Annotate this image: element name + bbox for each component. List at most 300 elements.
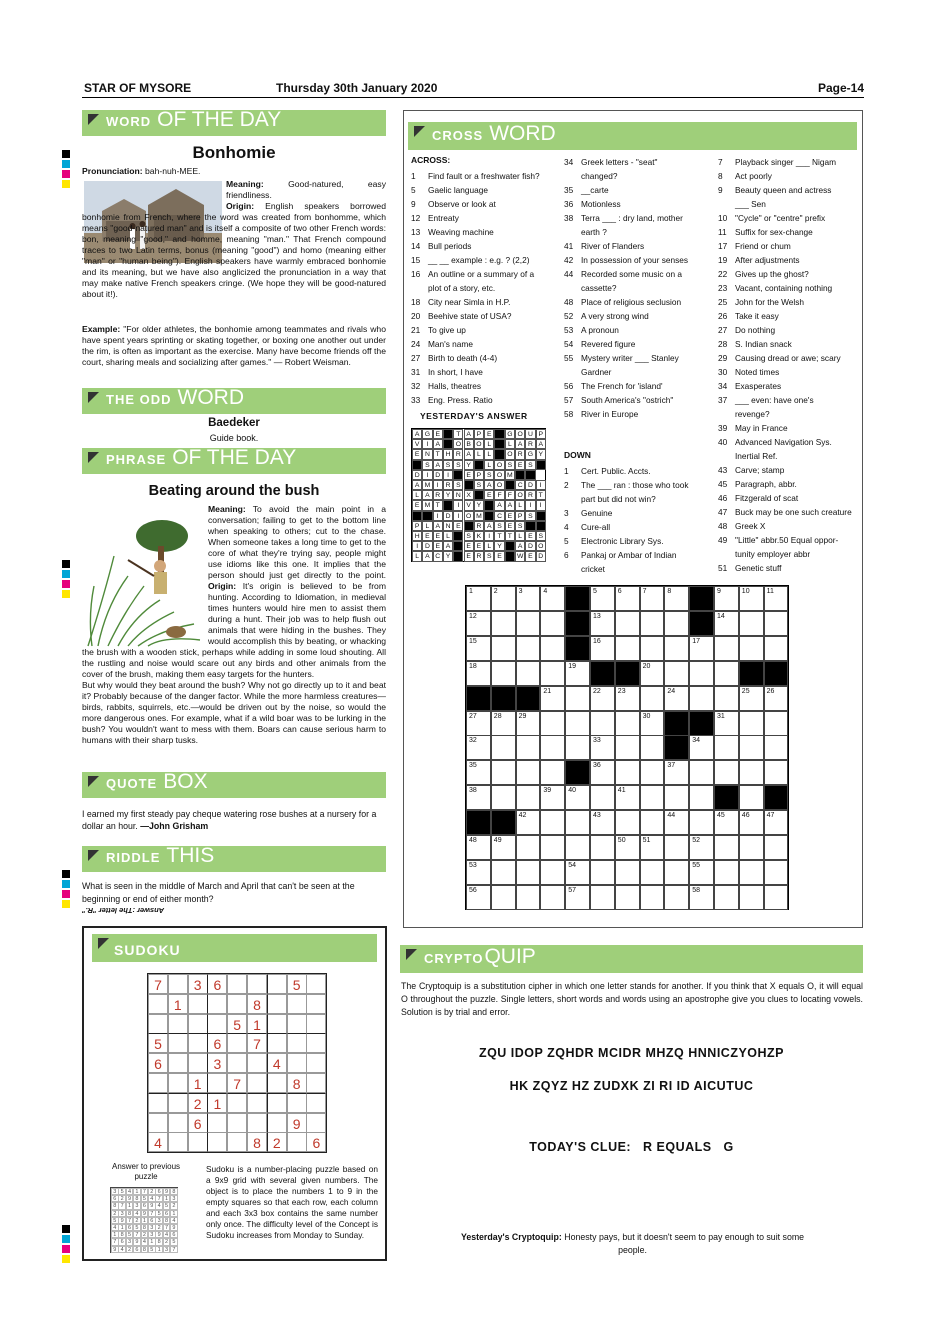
crossword-cell[interactable] (615, 860, 640, 885)
crossword-cell[interactable] (714, 860, 739, 885)
sudoku-cell[interactable] (267, 974, 287, 994)
crossword-cell[interactable] (714, 760, 739, 785)
crossword-cell[interactable] (640, 611, 665, 636)
crossword-cell[interactable] (664, 661, 689, 686)
answer-cell: I (412, 541, 422, 551)
sudoku-cell[interactable] (227, 994, 247, 1014)
crossword-cell[interactable]: 56 (466, 885, 491, 910)
crossword-cell[interactable]: 40 (565, 785, 590, 810)
sudoku-cell[interactable] (168, 1093, 188, 1113)
crossword-cell[interactable] (739, 611, 764, 636)
crossword-cell[interactable] (590, 885, 615, 910)
crossword-cell[interactable] (764, 860, 789, 885)
crossword-cell[interactable]: 5 (590, 586, 615, 611)
clue-item (564, 169, 617, 183)
crossword-cell[interactable]: 2 (491, 586, 516, 611)
sudoku-answer-cell: 5 (126, 1231, 134, 1238)
crossword-cell[interactable] (491, 735, 516, 760)
sudoku-cell[interactable] (306, 1033, 326, 1053)
crossword-cell[interactable]: 46 (739, 810, 764, 835)
crossword-cell[interactable] (640, 636, 665, 661)
crossword-cell[interactable] (516, 885, 541, 910)
crossword-cell[interactable]: 19 (565, 661, 590, 686)
crossword-cell[interactable] (516, 835, 541, 860)
crossword-cell[interactable]: 4 (540, 586, 565, 611)
crossword-cell[interactable]: 7 (640, 586, 665, 611)
crossword-cell (466, 810, 491, 835)
crossword-cell[interactable] (689, 810, 714, 835)
crossword-cell[interactable]: 18 (466, 661, 491, 686)
sudoku-cell[interactable] (227, 1113, 247, 1133)
band-label: CRYPTO (424, 951, 484, 966)
crossword-cell[interactable] (491, 636, 516, 661)
crossword-cell[interactable] (714, 636, 739, 661)
crossword-cell[interactable] (565, 711, 590, 736)
crossword-cell[interactable] (540, 760, 565, 785)
clue-number: 45 (718, 479, 728, 489)
crossword-cell[interactable] (739, 636, 764, 661)
crossword-cell[interactable]: 54 (565, 860, 590, 885)
answer-cell (536, 521, 546, 531)
clue-item (411, 337, 473, 351)
band-title: WORD (177, 388, 244, 409)
sudoku-cell[interactable] (168, 1014, 188, 1034)
crossword-cell[interactable] (491, 661, 516, 686)
crossword-cell[interactable] (590, 835, 615, 860)
sudoku-cell[interactable] (306, 1053, 326, 1073)
crossword-cell[interactable] (565, 686, 590, 711)
crossword-cell[interactable] (516, 661, 541, 686)
registration-mark (62, 1255, 70, 1263)
sudoku-cell[interactable] (287, 1053, 307, 1073)
sudoku-cell[interactable] (306, 974, 326, 994)
sudoku-answer-cell: 4 (126, 1188, 134, 1195)
sudoku-cell[interactable] (267, 1014, 287, 1034)
crossword-cell[interactable] (739, 885, 764, 910)
yesterday-label: Yesterday's Cryptoquip: (460, 1232, 562, 1242)
clue-number: 23 (718, 283, 728, 293)
sudoku-cell[interactable] (148, 1113, 168, 1133)
crossword-cell[interactable]: 32 (466, 735, 491, 760)
clue-number: 56 (564, 381, 574, 391)
sudoku-cell[interactable] (148, 994, 168, 1014)
crossword-cell[interactable]: 30 (640, 711, 665, 736)
crossword-cell[interactable] (764, 711, 789, 736)
sudoku-answer-label: Answer to previous puzzle (111, 1162, 181, 1181)
crossword-cell[interactable]: 33 (590, 735, 615, 760)
crossword-cell[interactable] (516, 636, 541, 661)
crossword-cell[interactable] (739, 785, 764, 810)
sudoku-cell[interactable] (267, 994, 287, 1014)
clue-text: Greek letters - "seat" (581, 157, 658, 167)
clue-item (718, 393, 814, 407)
crossword-cell[interactable] (516, 611, 541, 636)
crossword-cell[interactable] (739, 735, 764, 760)
crossword-cell[interactable]: 48 (466, 835, 491, 860)
crossword-cell[interactable] (739, 835, 764, 860)
clue-text: Do nothing (735, 325, 776, 335)
sudoku-cell[interactable] (188, 1132, 208, 1152)
crossword-cell[interactable] (640, 885, 665, 910)
crossword-cell[interactable] (491, 785, 516, 810)
crossword-cell[interactable]: 35 (466, 760, 491, 785)
crossword-cell[interactable]: 23 (615, 686, 640, 711)
clue-number: 47 (718, 507, 728, 517)
crossword-cell[interactable] (516, 735, 541, 760)
clue-item (718, 435, 832, 449)
sudoku-cell[interactable] (168, 1113, 188, 1133)
down-title: DOWN (564, 450, 591, 460)
crossword-cell[interactable]: 25 (739, 686, 764, 711)
crossword-cell (764, 661, 789, 686)
sudoku-cell[interactable] (207, 1073, 227, 1093)
crossword-cell (590, 661, 615, 686)
crossword-cell[interactable] (640, 860, 665, 885)
crossword-cell[interactable] (664, 611, 689, 636)
crossword-cell[interactable] (491, 885, 516, 910)
crossword-cell[interactable]: 17 (689, 636, 714, 661)
crossword-cell[interactable]: 26 (764, 686, 789, 711)
sudoku-cell[interactable] (247, 1093, 267, 1113)
answer-cell: A (433, 521, 443, 531)
clue-number: 5 (411, 185, 416, 195)
sudoku-answer-cell: 4 (148, 1195, 156, 1202)
clue-number: 6 (564, 550, 569, 560)
crossword-cell (565, 611, 590, 636)
sudoku-cell[interactable] (267, 1113, 287, 1133)
clue-text: revenge? (735, 409, 770, 419)
crossword-cell[interactable]: 42 (516, 810, 541, 835)
sudoku-answer-cell: 6 (163, 1210, 171, 1217)
sudoku-cell[interactable] (148, 1014, 168, 1034)
crossword-cell[interactable] (565, 810, 590, 835)
sudoku-cell[interactable] (247, 1113, 267, 1133)
crossword-cell[interactable] (615, 885, 640, 910)
crossword-cell[interactable]: 3 (516, 586, 541, 611)
clue-number: 34 (718, 381, 728, 391)
clue-text: Find fault or a freshwater fish? (428, 171, 540, 181)
crossword-cell[interactable] (714, 735, 739, 760)
crossword-cell[interactable] (739, 711, 764, 736)
answer-cell: O (464, 511, 474, 521)
crossword-cell[interactable] (714, 661, 739, 686)
crossword-cell[interactable]: 49 (491, 835, 516, 860)
answer-cell: I (484, 531, 494, 541)
sudoku-cell[interactable] (306, 1014, 326, 1034)
crossword-cell[interactable]: 16 (590, 636, 615, 661)
sudoku-cell[interactable] (287, 1033, 307, 1053)
crossword-cell[interactable] (664, 860, 689, 885)
sudoku-cell: 3 (207, 1053, 227, 1073)
crossword-cell[interactable]: 37 (664, 760, 689, 785)
clue-number: 37 (718, 395, 728, 405)
sudoku-cell[interactable] (267, 1093, 287, 1113)
crossword-cell[interactable] (540, 860, 565, 885)
registration-mark (62, 590, 70, 598)
crossword-cell[interactable]: 51 (640, 835, 665, 860)
crossword-cell[interactable]: 14 (714, 611, 739, 636)
crossword-cell[interactable] (664, 785, 689, 810)
crossword-cell[interactable]: 6 (615, 586, 640, 611)
crossword-cell[interactable]: 1 (466, 586, 491, 611)
crossword-cell[interactable] (739, 860, 764, 885)
crossword-cell[interactable] (491, 611, 516, 636)
issue-date: Thursday 30th January 2020 (276, 81, 438, 95)
sudoku-cell[interactable] (247, 974, 267, 994)
crossword-cell[interactable]: 53 (466, 860, 491, 885)
crossword-cell[interactable] (714, 686, 739, 711)
quote-text (82, 808, 386, 832)
crossword-cell[interactable] (689, 686, 714, 711)
answer-cell: I (453, 500, 463, 510)
crossword-cell[interactable] (540, 711, 565, 736)
crossword-cell[interactable] (664, 835, 689, 860)
crossword-cell[interactable]: 24 (664, 686, 689, 711)
answer-cell (412, 460, 422, 470)
crossword-cell[interactable] (615, 735, 640, 760)
crossword-cell[interactable]: 20 (640, 661, 665, 686)
clue-number: 43 (718, 465, 728, 475)
crossword-cell[interactable]: 9 (714, 586, 739, 611)
crossword-cell[interactable] (516, 785, 541, 810)
crossword-cell[interactable]: 38 (466, 785, 491, 810)
sudoku-cell[interactable] (168, 1073, 188, 1093)
sudoku-cell[interactable] (247, 1053, 267, 1073)
sudoku-cell[interactable] (287, 994, 307, 1014)
crossword-cell[interactable] (565, 735, 590, 760)
crossword-cell[interactable]: 22 (590, 686, 615, 711)
crossword-cell[interactable] (615, 810, 640, 835)
clue-text: Playback singer ___ Nigam (735, 157, 836, 167)
crossword-cell[interactable]: 50 (615, 835, 640, 860)
clue-item (718, 281, 832, 295)
crossword-cell[interactable] (615, 636, 640, 661)
crossword-cell[interactable] (615, 711, 640, 736)
clue-item (411, 365, 483, 379)
sudoku-cell[interactable] (188, 1033, 208, 1053)
clue-item (718, 463, 784, 477)
crossword-cell[interactable]: 27 (466, 711, 491, 736)
clue-item (718, 561, 781, 575)
answer-cell: E (525, 551, 535, 561)
riddle-question: What is seen in the middle of March and April that can't be seen at the beginning or end of either month? (82, 881, 355, 904)
sudoku-cell[interactable] (227, 974, 247, 994)
crossword-cell[interactable]: 10 (739, 586, 764, 611)
answer-cell: S (515, 521, 525, 531)
sudoku-cell[interactable] (188, 994, 208, 1014)
sudoku-cell[interactable] (168, 1053, 188, 1073)
sudoku-cell: 1 (207, 1093, 227, 1113)
crossword-cell[interactable] (739, 760, 764, 785)
crossword-cell[interactable] (540, 661, 565, 686)
crossword-cell[interactable]: 15 (466, 636, 491, 661)
crossword-cell[interactable] (714, 835, 739, 860)
clue-item (718, 519, 765, 533)
crossword-cell[interactable]: 47 (764, 810, 789, 835)
answer-cell: E (433, 531, 443, 541)
crossword-cell[interactable] (491, 860, 516, 885)
crossword-cell[interactable] (590, 860, 615, 885)
crossword-cell[interactable]: 31 (714, 711, 739, 736)
band-title: OF THE DAY (172, 448, 297, 469)
sudoku-cell[interactable] (267, 1073, 287, 1093)
crossword-cell[interactable] (540, 735, 565, 760)
clue-number: 17 (718, 241, 728, 251)
sudoku-cell[interactable] (168, 1033, 188, 1053)
crossword-cell[interactable]: 45 (714, 810, 739, 835)
crossword-cell (491, 810, 516, 835)
crossword-cell[interactable] (565, 835, 590, 860)
crossword-cell[interactable] (516, 860, 541, 885)
sudoku-cell[interactable] (306, 1093, 326, 1113)
sudoku-cell[interactable] (287, 1132, 307, 1152)
clue-number: 24 (411, 339, 421, 349)
sudoku-answer-cell: 4 (163, 1231, 171, 1238)
crossword-cell[interactable] (689, 785, 714, 810)
sudoku-cell[interactable] (188, 1014, 208, 1034)
sudoku-cell[interactable] (227, 1033, 247, 1053)
clue-item (718, 225, 813, 239)
crossword-cell[interactable] (764, 636, 789, 661)
sudoku-cell[interactable] (227, 1053, 247, 1073)
crossword-cell[interactable] (540, 885, 565, 910)
crossword-cell[interactable] (764, 885, 789, 910)
crossword-cell[interactable]: 21 (540, 686, 565, 711)
answer-cell: I (536, 480, 546, 490)
answer-cell (453, 531, 463, 541)
sudoku-cell: 8 (287, 1073, 307, 1093)
crossword-cell[interactable] (540, 810, 565, 835)
sudoku-cell[interactable] (227, 1093, 247, 1113)
clue-text: ___ Sen (735, 199, 766, 209)
crossword-cell[interactable]: 12 (466, 611, 491, 636)
crossword-cell[interactable]: 43 (590, 810, 615, 835)
clue-item (411, 225, 494, 239)
sudoku-cell[interactable] (168, 974, 188, 994)
phrase-band (82, 448, 386, 474)
clue-text: Noted times (735, 367, 780, 377)
crossword-cell[interactable] (615, 760, 640, 785)
crossword-cell[interactable] (714, 885, 739, 910)
sudoku-cell[interactable] (227, 1132, 247, 1152)
crossword-cell[interactable]: 58 (689, 885, 714, 910)
sudoku-cell[interactable] (306, 1113, 326, 1133)
sudoku-cell[interactable] (306, 1073, 326, 1093)
clue-number: 11 (718, 227, 727, 237)
sudoku-answer-cell: 9 (133, 1238, 141, 1245)
crossword-cell[interactable] (764, 611, 789, 636)
sudoku-cell[interactable] (207, 1014, 227, 1034)
crossword-cell[interactable] (640, 785, 665, 810)
sudoku-cell[interactable] (188, 1053, 208, 1073)
sudoku-cell[interactable] (207, 994, 227, 1014)
sudoku-cell: 2 (188, 1093, 208, 1113)
crossword-cell[interactable] (689, 760, 714, 785)
crossword-cell[interactable] (590, 711, 615, 736)
crossword-cell[interactable] (640, 810, 665, 835)
crossword-cell[interactable]: 52 (689, 835, 714, 860)
clue-number: 36 (564, 199, 574, 209)
crossword-cell[interactable]: 41 (615, 785, 640, 810)
crossword-cell[interactable]: 55 (689, 860, 714, 885)
band-label: SUDOKU (114, 942, 181, 958)
crossword-cell[interactable]: 34 (689, 735, 714, 760)
crossword-cell[interactable] (764, 835, 789, 860)
answer-cell: K (474, 531, 484, 541)
crossword-cell[interactable] (590, 785, 615, 810)
answer-cell (453, 470, 463, 480)
band-corner (88, 114, 99, 125)
crossword-cell[interactable]: 11 (764, 586, 789, 611)
answer-cell: Y (443, 490, 453, 500)
clue-number: 22 (718, 269, 728, 279)
crossword-cell[interactable] (640, 686, 665, 711)
crossword-cell[interactable] (664, 885, 689, 910)
sudoku-answer-cell: 4 (170, 1217, 178, 1224)
sudoku-answer-cell: 8 (111, 1202, 119, 1209)
crossword-cell[interactable]: 44 (664, 810, 689, 835)
crossword-cell[interactable] (516, 760, 541, 785)
crossword-cell[interactable] (540, 636, 565, 661)
crossword-cell[interactable] (540, 611, 565, 636)
sudoku-cell[interactable] (168, 1132, 188, 1152)
sudoku-cell[interactable] (306, 994, 326, 1014)
answer-cell: L (515, 531, 525, 541)
answer-cell: S (525, 460, 535, 470)
crossword-cell[interactable] (764, 760, 789, 785)
answer-cell: E (464, 541, 474, 551)
crossword-cell[interactable] (689, 661, 714, 686)
crossword-cell[interactable]: 29 (516, 711, 541, 736)
sudoku-cell[interactable] (207, 1132, 227, 1152)
crossword-cell[interactable] (640, 760, 665, 785)
sudoku-answer-cell: 3 (148, 1224, 156, 1231)
crossword-cell[interactable] (491, 760, 516, 785)
answer-cell: D (412, 470, 422, 480)
origin-label: Origin: (208, 581, 237, 591)
sudoku-cell[interactable] (207, 1113, 227, 1133)
answer-cell: L (443, 531, 453, 541)
crossword-cell[interactable]: 13 (590, 611, 615, 636)
clue-text: Gaelic language (428, 185, 488, 195)
sudoku-answer-cell: 1 (118, 1224, 126, 1231)
crossword-cell[interactable] (615, 611, 640, 636)
answer-cell (484, 500, 494, 510)
crossword-cell[interactable]: 8 (664, 586, 689, 611)
cryptoquip-line-1: ZQU IDOP ZQHDR MCIDR MHZQ HNNICZYOHZP (478, 1046, 785, 1060)
answer-cell: L (422, 521, 432, 531)
sudoku-cell[interactable] (287, 1014, 307, 1034)
clue-item (411, 197, 496, 211)
crossword-cell[interactable]: 36 (590, 760, 615, 785)
crossword-cell[interactable]: 28 (491, 711, 516, 736)
sudoku-cell[interactable] (148, 1093, 168, 1113)
answer-cell (494, 429, 504, 439)
crossword-cell[interactable] (540, 835, 565, 860)
clue-item (411, 267, 534, 281)
crossword-cell[interactable]: 57 (565, 885, 590, 910)
sudoku-answer-cell: 9 (126, 1195, 134, 1202)
crossword-cell[interactable] (664, 636, 689, 661)
sudoku-cell[interactable] (287, 1093, 307, 1113)
sudoku-cell[interactable] (148, 1073, 168, 1093)
answer-cell: I (525, 500, 535, 510)
crossword-cell[interactable]: 39 (540, 785, 565, 810)
crossword-cell[interactable] (640, 735, 665, 760)
sudoku-cell[interactable] (267, 1033, 287, 1053)
crossword-cell[interactable] (764, 735, 789, 760)
sudoku-cell[interactable] (247, 1073, 267, 1093)
